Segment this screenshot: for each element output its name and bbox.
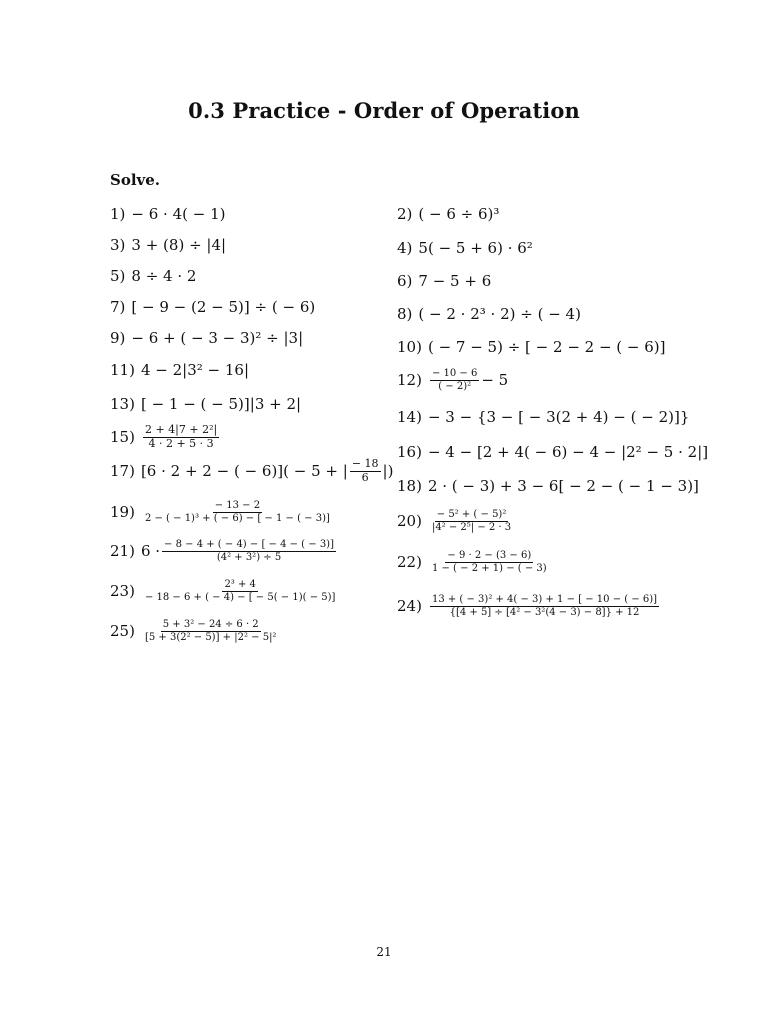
denominator: {[4 + 5] ÷ [4² − 3²(4 − 3) − 8]} + 12 xyxy=(449,606,640,618)
denominator: 4 · 2 + 5 · 3 xyxy=(148,436,214,450)
page-number: 21 xyxy=(376,945,392,959)
problem-number: 10) xyxy=(397,338,422,356)
fraction xyxy=(143,424,219,450)
problem-expression: [ − 9 − (2 − 5)] ÷ ( − 6) xyxy=(131,298,316,316)
problem-number: 24) xyxy=(397,597,422,615)
problem-number: 5) xyxy=(110,267,126,285)
problem-expression: 8 ÷ 4 · 2 xyxy=(131,267,197,285)
problem-16 xyxy=(397,443,708,461)
problem-20 xyxy=(397,509,515,533)
fraction xyxy=(350,458,381,484)
numerator: − 10 − 6 xyxy=(431,368,478,379)
problem-expression: − 4 − [2 + 4( − 6) − 4 − |2² − 5 · 2|] xyxy=(427,443,709,461)
problem-expression: 7 − 5 + 6 xyxy=(418,272,492,290)
problem-number: 22) xyxy=(397,553,422,571)
problem-expression: ( − 2 · 2³ · 2) ÷ ( − 4) xyxy=(418,305,581,323)
problem-17 xyxy=(110,458,393,484)
problem-6 xyxy=(397,272,491,290)
problem-number: 6) xyxy=(397,272,413,290)
problem-1 xyxy=(110,205,226,223)
numerator: − 8 − 4 + ( − 4) − [ − 4 − ( − 3)] xyxy=(164,539,334,550)
problem-11 xyxy=(110,361,249,379)
denominator: [5 + 3(2² − 5)] + |2² − 5|² xyxy=(144,631,277,643)
fraction xyxy=(430,594,659,618)
numerator: − 9 · 2 − (3 − 6) xyxy=(447,550,532,561)
problem-number: 16) xyxy=(397,443,422,461)
denominator: 1 − ( − 2 + 1) − ( − 3) xyxy=(431,562,547,574)
problem-18 xyxy=(397,477,699,495)
problem-number: 21) xyxy=(110,542,135,560)
numerator: − 18 xyxy=(351,457,379,470)
problem-21 xyxy=(110,539,338,563)
problem-23 xyxy=(110,579,339,603)
problem-10 xyxy=(397,338,666,356)
problem-number: 18) xyxy=(397,477,422,495)
problem-expression-end: − 5 xyxy=(481,371,509,389)
problem-expression: − 3 − {3 − [ − 3(2 + 4) − ( − 2)]} xyxy=(427,408,690,426)
problem-number: 15) xyxy=(110,428,135,447)
problem-12 xyxy=(397,368,508,392)
problem-8 xyxy=(397,305,581,323)
problem-number: 11) xyxy=(110,361,135,379)
fraction xyxy=(430,509,513,533)
problem-15 xyxy=(110,424,221,450)
problem-expression: 3 + (8) ÷ |4| xyxy=(131,236,227,254)
fraction xyxy=(143,500,332,524)
problem-25 xyxy=(110,619,280,643)
problem-number: 17) xyxy=(110,462,135,481)
fraction xyxy=(162,539,336,563)
problem-number: 25) xyxy=(110,622,135,640)
problem-number: 1) xyxy=(110,205,126,223)
problem-19 xyxy=(110,500,334,524)
problem-24 xyxy=(397,594,661,618)
problem-expression: [ − 1 − ( − 5)]|3 + 2| xyxy=(140,395,302,413)
problem-3 xyxy=(110,236,226,254)
fraction xyxy=(143,619,279,643)
problem-4 xyxy=(397,239,533,257)
denominator: 2 − ( − 1)³ + ( − 6) − [ − 1 − ( − 3)] xyxy=(144,512,330,524)
numerator: 2 + 4|7 + 2²| xyxy=(144,423,218,436)
problem-2 xyxy=(397,205,499,223)
problem-expression-end: |) xyxy=(382,462,394,481)
problem-7 xyxy=(110,298,315,316)
denominator: ( − 2)² xyxy=(438,380,472,392)
problem-expression: 4 − 2|3² − 16| xyxy=(140,361,249,379)
numerator: 13 + ( − 3)² + 4( − 3) + 1 − [ − 10 − ( − 6)] xyxy=(431,594,658,605)
problem-number: 8) xyxy=(397,305,413,323)
problem-number: 23) xyxy=(110,582,135,600)
problem-number: 4) xyxy=(397,239,413,257)
numerator: 5 + 3² − 24 ÷ 6 · 2 xyxy=(162,619,259,630)
numerator: − 5² + ( − 5)² xyxy=(436,509,507,520)
denominator: (4² + 3²) ÷ 5 xyxy=(216,551,282,563)
problem-expression-start: [6 · 2 + 2 − ( − 6)]( − 5 + | xyxy=(140,462,348,481)
problem-expression: ( − 6 ÷ 6)³ xyxy=(418,205,500,223)
problem-14 xyxy=(397,408,689,426)
problem-expression: 2 · ( − 3) + 3 − 6[ − 2 − ( − 1 − 3)] xyxy=(427,477,699,495)
problem-expression-start: 6 · xyxy=(140,542,161,560)
denominator: |4² − 2⁵| − 2 · 3 xyxy=(431,521,512,533)
problem-expression: 5( − 5 + 6) · 6² xyxy=(418,239,533,257)
denominator: 6 xyxy=(361,470,369,484)
problem-number: 14) xyxy=(397,408,422,426)
problem-number: 2) xyxy=(397,205,413,223)
problem-13 xyxy=(110,395,301,413)
fraction xyxy=(143,579,337,603)
problem-expression: − 6 · 4( − 1) xyxy=(131,205,226,223)
fraction xyxy=(430,368,479,392)
problem-5 xyxy=(110,267,196,285)
problem-9 xyxy=(110,329,303,347)
problem-number: 12) xyxy=(397,371,422,389)
numerator: 2³ + 4 xyxy=(224,579,256,590)
fraction xyxy=(430,550,549,574)
problem-expression: ( − 7 − 5) ÷ [ − 2 − 2 − ( − 6)] xyxy=(427,338,666,356)
problem-number: 9) xyxy=(110,329,126,347)
problem-number: 13) xyxy=(110,395,135,413)
problem-number: 19) xyxy=(110,503,135,521)
denominator: − 18 − 6 + ( − 4) − [ − 5( − 1)( − 5)] xyxy=(144,591,336,603)
instruction-label: Solve. xyxy=(110,171,161,189)
page-title: 0.3 Practice - Order of Operation xyxy=(188,98,580,123)
numerator: − 13 − 2 xyxy=(214,500,261,511)
problem-expression: − 6 + ( − 3 − 3)² ÷ |3| xyxy=(131,329,304,347)
problem-22 xyxy=(397,550,551,574)
problem-number: 7) xyxy=(110,298,126,316)
problem-number: 20) xyxy=(397,512,422,530)
problem-number: 3) xyxy=(110,236,126,254)
